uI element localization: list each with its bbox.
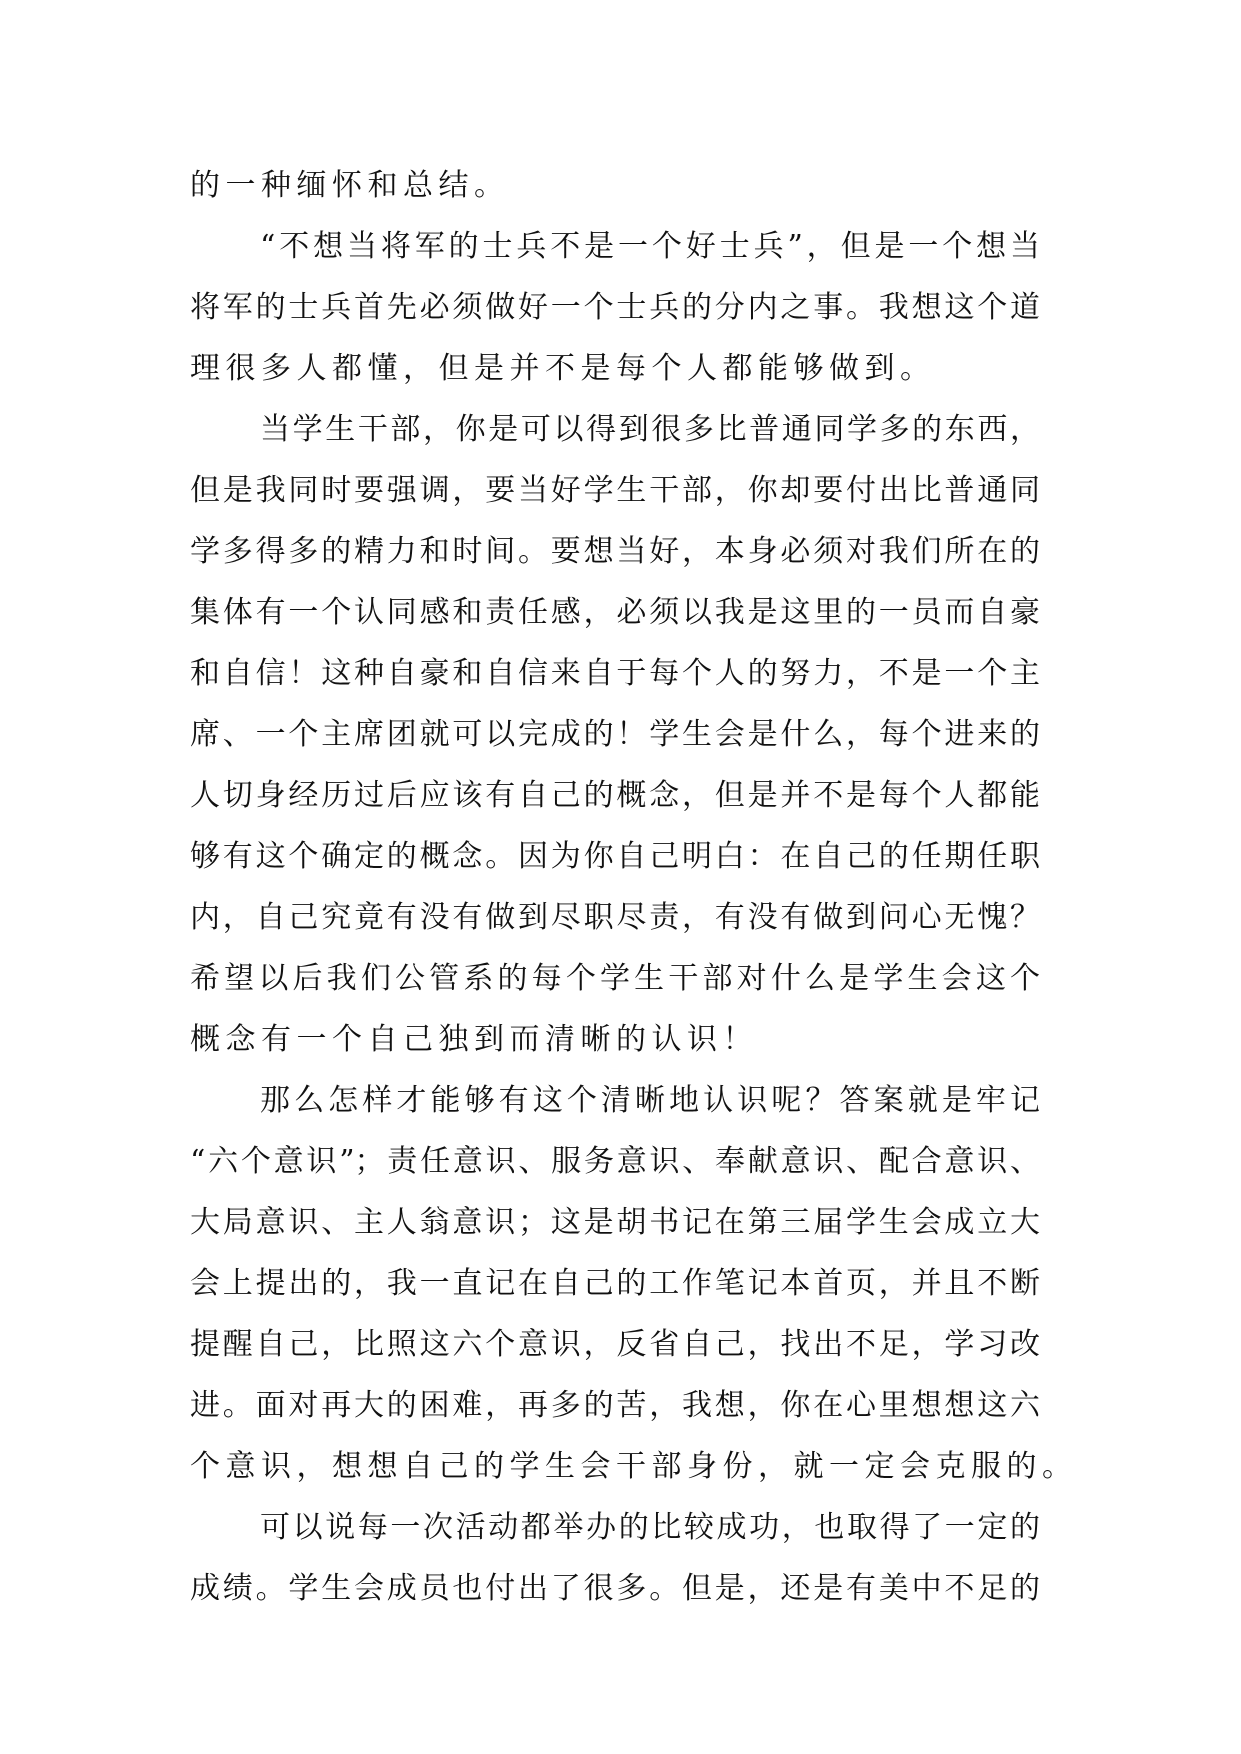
text-line: 希望以后我们公管系的每个学生干部对什么是学生会这个 xyxy=(190,961,1040,996)
text-line: 大局意识、主人翁意识；这是胡书记在第三届学生会成立大 xyxy=(190,1205,1040,1240)
text-line: 学多得多的精力和时间。要想当好，本身必须对我们所在的 xyxy=(190,534,1040,569)
text-line: “六个意识”；责任意识、服务意识、奉献意识、配合意识、 xyxy=(190,1144,1040,1179)
text-line: 提醒自己，比照这六个意识，反省自己，找出不足，学习改 xyxy=(190,1327,1040,1362)
text-line: 内，自己究竟有没有做到尽职尽责，有没有做到问心无愧？ xyxy=(190,900,1040,935)
text-line: 的一种缅怀和总结。 xyxy=(190,168,510,203)
text-line: 当学生干部，你是可以得到很多比普通同学多的东西， xyxy=(260,412,1040,447)
text-line: 集体有一个认同感和责任感，必须以我是这里的一员而自豪 xyxy=(190,595,1040,630)
text-line: 概念有一个自己独到而清晰的认识！ xyxy=(190,1022,758,1057)
text-line: 席、一个主席团就可以完成的！学生会是什么，每个进来的 xyxy=(190,717,1040,752)
text-line: 个意识，想想自己的学生会干部身份，就一定会克服的。 xyxy=(190,1449,1078,1484)
text-line: 够有这个确定的概念。因为你自己明白：在自己的任期任职 xyxy=(190,839,1040,874)
text-line: 人切身经历过后应该有自己的概念，但是并不是每个人都能 xyxy=(190,778,1040,813)
text-line: “不想当将军的士兵不是一个好士兵”，但是一个想当 xyxy=(260,229,1040,264)
text-line: 进。面对再大的困难，再多的苦，我想，你在心里想想这六 xyxy=(190,1388,1040,1423)
text-line: 成绩。学生会成员也付出了很多。但是，还是有美中不足的 xyxy=(190,1571,1040,1606)
text-line: 理很多人都懂，但是并不是每个人都能够做到。 xyxy=(190,351,936,386)
text-line: 和自信！这种自豪和自信来自于每个人的努力，不是一个主 xyxy=(190,656,1040,691)
document-body xyxy=(190,155,1078,1619)
text-line: 会上提出的，我一直记在自己的工作笔记本首页，并且不断 xyxy=(190,1266,1040,1301)
text-line: 将军的士兵首先必须做好一个士兵的分内之事。我想这个道 xyxy=(190,290,1040,325)
text-line: 但是我同时要强调，要当好学生干部，你却要付出比普通同 xyxy=(190,473,1040,508)
text-line: 可以说每一次活动都举办的比较成功，也取得了一定的 xyxy=(260,1510,1040,1545)
text-line: 那么怎样才能够有这个清晰地认识呢？答案就是牢记 xyxy=(260,1083,1040,1118)
